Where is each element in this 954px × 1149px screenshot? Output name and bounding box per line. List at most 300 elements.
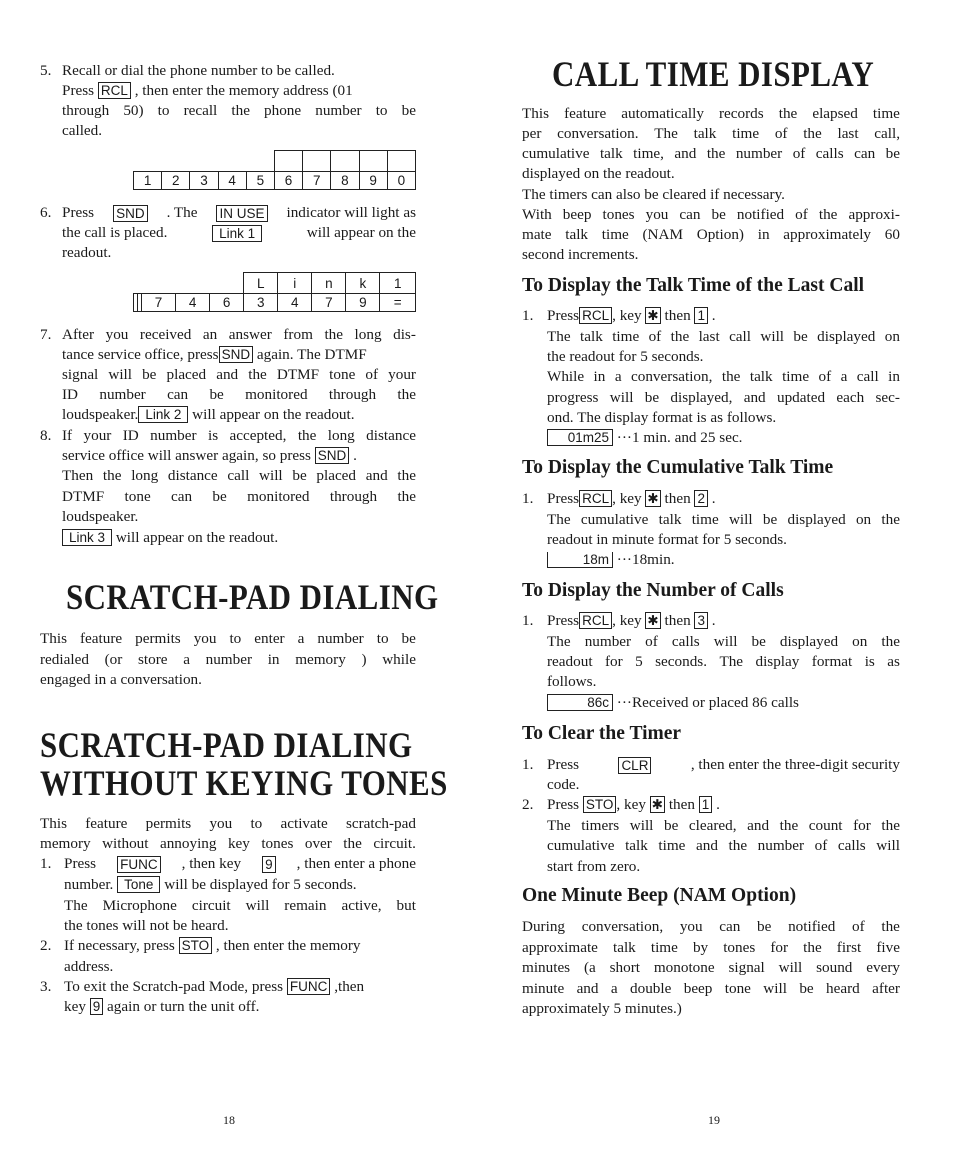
clr-key: CLR	[618, 757, 651, 774]
section-heading: To Display the Talk Time of the Last Call	[522, 275, 865, 296]
word: will	[713, 633, 738, 650]
word: Option)	[696, 226, 744, 243]
word: and	[674, 145, 697, 162]
word: (or	[104, 651, 123, 668]
justified-line	[522, 938, 900, 958]
word: Then	[62, 467, 94, 484]
justified-line	[547, 510, 900, 530]
word: to	[375, 102, 388, 119]
step-text	[62, 81, 353, 101]
word: call	[729, 328, 751, 345]
word: seconds.	[655, 653, 708, 670]
word: feature	[564, 105, 607, 122]
word: activate	[280, 815, 328, 832]
justified-line	[64, 896, 416, 916]
display-digit: 1	[134, 172, 162, 190]
word: be	[757, 918, 772, 935]
word: signal	[62, 366, 99, 383]
word: cumulative	[522, 145, 590, 162]
display-digit: 4	[176, 294, 210, 312]
word: of	[818, 368, 832, 385]
step-text	[547, 611, 716, 631]
display-blank	[134, 151, 275, 172]
step-text	[64, 875, 357, 895]
star-key: ✱	[647, 308, 659, 323]
step-number: 8.	[40, 427, 52, 444]
step-number: 1.	[522, 490, 534, 507]
text: If necessary, press	[64, 937, 175, 954]
word: time	[691, 511, 719, 528]
word: talk	[693, 125, 717, 142]
display-char: k	[346, 273, 380, 294]
word: calls	[671, 633, 700, 650]
word: time	[872, 105, 900, 122]
text: , key	[616, 796, 646, 813]
word: be	[209, 386, 224, 403]
word: tones	[602, 206, 635, 223]
word: tones	[723, 939, 756, 956]
display-digit: 6	[274, 172, 302, 190]
text: again or turn the unit off.	[107, 998, 260, 1015]
word: in	[757, 226, 770, 243]
word: can	[679, 206, 701, 223]
word: updated	[776, 389, 826, 406]
justified-line	[40, 650, 416, 670]
step-text: loudspeaker.	[62, 508, 139, 525]
word: cumulative	[547, 837, 615, 854]
word: elapsed	[812, 105, 858, 122]
word: (NAM	[642, 226, 683, 243]
rcl-key: RCL	[98, 82, 131, 99]
word: DTMF	[276, 366, 320, 383]
display-char: L	[244, 273, 278, 294]
display-digit: =	[380, 294, 416, 312]
word: the	[778, 105, 798, 122]
word: on	[855, 511, 872, 528]
justified-line	[522, 225, 900, 245]
word: each	[836, 389, 865, 406]
word: be	[401, 102, 416, 119]
step-text	[64, 854, 416, 874]
word: can	[167, 386, 189, 403]
step-text: readout.	[62, 244, 112, 261]
text: will appear on the readout.	[115, 529, 279, 546]
text: then	[664, 612, 691, 629]
word: number	[584, 633, 632, 650]
step-text	[547, 755, 900, 775]
word: will	[876, 837, 900, 854]
text: , then enter the memory	[215, 937, 361, 954]
snd-key: SND	[113, 205, 148, 222]
word: This	[40, 815, 68, 832]
justified-line	[547, 367, 900, 387]
word: an	[202, 326, 218, 343]
word: circuit	[191, 897, 231, 914]
display-row	[134, 172, 416, 190]
word: the	[706, 145, 726, 162]
word: the	[324, 326, 343, 343]
step-text: ond. The display format is as follows.	[547, 409, 777, 426]
word: short	[609, 959, 640, 976]
word: a	[840, 368, 848, 385]
word: permits	[135, 630, 181, 647]
display-digit: 7	[303, 172, 331, 190]
word: monitored	[247, 488, 310, 505]
display-digit: 3	[244, 294, 278, 312]
word: tone	[724, 980, 751, 997]
snd-key: SND	[219, 346, 254, 363]
text: key	[64, 998, 86, 1015]
word: approximate	[522, 939, 598, 956]
word: display	[755, 653, 800, 670]
word: can	[171, 488, 193, 505]
text: Press	[547, 796, 580, 813]
display-digit: 8	[331, 172, 359, 190]
word: time,	[633, 145, 664, 162]
text: ,then	[334, 978, 365, 995]
func-key: FUNC	[117, 856, 161, 873]
key-3: 3	[694, 612, 708, 629]
word: talk	[580, 328, 603, 345]
step-number: 1.	[40, 855, 52, 872]
word: automatically	[621, 105, 704, 122]
word: number	[315, 102, 362, 119]
sto-key: STO	[583, 796, 617, 813]
word: conversation,	[631, 368, 713, 385]
section-heading: To Display the Number of Calls	[522, 580, 784, 601]
step-number: 7.	[40, 326, 52, 343]
display-cell	[387, 151, 415, 172]
text: number.	[64, 876, 114, 893]
section-title: WITHOUT KEYING TONES	[40, 763, 448, 803]
word: for	[853, 817, 871, 834]
word: minutes	[522, 959, 571, 976]
text: Press	[547, 612, 580, 629]
word: will	[108, 366, 132, 383]
word: displayed	[779, 633, 839, 650]
word: number	[150, 427, 197, 444]
step-text: follows.	[547, 673, 597, 690]
word: and	[696, 837, 718, 854]
word: you	[193, 630, 217, 647]
justified-line	[522, 104, 900, 124]
word: be	[663, 817, 679, 834]
word: in	[593, 368, 606, 385]
word: tone	[329, 366, 356, 383]
word: will	[760, 328, 785, 345]
justified-line	[547, 388, 900, 408]
word: while	[382, 651, 416, 668]
step-text: address.	[64, 958, 114, 975]
step-text	[62, 528, 278, 548]
word: the	[721, 368, 741, 385]
section-heading: To Display the Cumulative Talk Time	[522, 457, 834, 478]
word: calls	[815, 145, 844, 162]
display-digit: 9	[359, 172, 387, 190]
word: five	[876, 939, 900, 956]
word: and	[743, 389, 766, 406]
justified-line	[62, 101, 416, 121]
word: beep	[683, 980, 713, 997]
word: call	[856, 368, 879, 385]
word: talk	[658, 511, 682, 528]
text: Press	[62, 204, 95, 221]
display-char: 1	[380, 273, 416, 294]
word: and	[576, 980, 599, 997]
word: the	[343, 835, 362, 852]
display-digit: 7	[312, 294, 346, 312]
word: accepted,	[229, 427, 287, 444]
text: .	[353, 447, 357, 464]
word: long	[131, 467, 159, 484]
text: ···Received or placed 86 calls	[616, 694, 799, 711]
link-2-display: Link 2	[138, 406, 188, 423]
word: be	[644, 389, 660, 406]
text: Press	[547, 756, 580, 773]
text: will appear on the readout.	[192, 406, 355, 423]
word: dis-	[393, 326, 416, 343]
word: ID	[122, 427, 139, 444]
word: time	[601, 226, 629, 243]
display-cell	[359, 151, 387, 172]
word: to	[229, 630, 242, 647]
word: monitored	[245, 386, 308, 403]
display-row	[134, 273, 416, 294]
text: , then key	[181, 855, 242, 872]
word: calls	[837, 837, 866, 854]
text: Press	[547, 307, 580, 324]
section-title: SCRATCH-PAD DIALING	[66, 577, 439, 617]
word: time	[658, 837, 686, 854]
word: displayed	[787, 511, 846, 528]
step-number: 3.	[40, 978, 52, 995]
text: again. The DTMF	[256, 346, 367, 363]
word: During	[522, 918, 566, 935]
word: With	[522, 206, 552, 223]
key-1: 1	[699, 796, 713, 813]
step-text: the readout for 5 seconds.	[547, 348, 704, 365]
word: While	[547, 368, 585, 385]
word: on	[884, 328, 900, 345]
word: minute	[522, 980, 565, 997]
justified-line	[522, 144, 900, 164]
word: the	[297, 427, 317, 444]
display-cell	[274, 151, 302, 172]
word: records	[718, 105, 764, 122]
word: to	[157, 102, 170, 119]
step-number: 1.	[522, 612, 534, 629]
display-digit: 9	[346, 294, 380, 312]
body-text: second increments.	[522, 246, 639, 263]
word: tones	[261, 835, 294, 852]
step-text	[547, 306, 716, 326]
word: approxi-	[848, 206, 900, 223]
display-char: n	[312, 273, 346, 294]
word: to	[250, 815, 263, 832]
justified-line	[62, 487, 416, 507]
body-text: engaged in a conversation.	[40, 671, 202, 688]
step-text	[547, 795, 720, 815]
word: a	[610, 980, 618, 997]
word: phone	[264, 102, 302, 119]
step-text: Recall or dial the phone number to be called.	[62, 62, 335, 79]
word: 60	[884, 226, 900, 243]
display-digit: 6	[210, 294, 244, 312]
word: long	[327, 427, 355, 444]
word: of	[795, 206, 808, 223]
text: To exit the Scratch-pad Mode, press	[64, 978, 284, 995]
text: will be displayed for 5 seconds.	[164, 876, 357, 893]
display-digit: 0	[387, 172, 415, 190]
text: , key	[612, 490, 642, 507]
word: the	[397, 488, 416, 505]
word: timers	[581, 817, 620, 834]
display-char: i	[278, 273, 312, 294]
text: Press	[547, 490, 580, 507]
star-key: ✱	[651, 797, 664, 812]
justified-line	[62, 385, 416, 405]
justified-line	[522, 979, 900, 999]
page-right	[522, 0, 904, 1149]
readout-display: 18m	[547, 552, 613, 568]
word: and	[365, 467, 388, 484]
word: long	[354, 326, 382, 343]
word: by	[692, 939, 709, 956]
readout-display-1	[133, 150, 416, 190]
page-left	[40, 0, 448, 1149]
word: be	[751, 633, 766, 650]
word: you	[645, 206, 669, 223]
word: of	[852, 918, 865, 935]
word: will	[609, 389, 634, 406]
word: received	[139, 326, 192, 343]
word: you	[209, 815, 233, 832]
link-1-display: Link 1	[212, 225, 262, 242]
word: over	[304, 835, 332, 852]
display-row	[134, 294, 416, 312]
word: every	[866, 959, 900, 976]
word: placed	[166, 366, 207, 383]
word: of	[648, 328, 662, 345]
word: your	[388, 366, 416, 383]
word: your	[83, 427, 112, 444]
word: a	[614, 368, 622, 385]
word: circuit.	[373, 835, 416, 852]
word: number	[735, 145, 783, 162]
justified-line	[522, 124, 900, 144]
step-text	[547, 489, 716, 509]
page-number: 19	[708, 1113, 720, 1127]
section-heading: To Clear the Timer	[522, 723, 682, 744]
word: be	[762, 511, 778, 528]
word: format	[811, 653, 853, 670]
display-cell	[331, 151, 359, 172]
word: the	[397, 467, 416, 484]
key-9: 9	[90, 998, 104, 1015]
word: talk	[565, 226, 589, 243]
word: and	[747, 817, 770, 834]
step-number: 2.	[522, 796, 534, 813]
word: memory	[295, 651, 346, 668]
word: time	[612, 328, 640, 345]
word: on	[852, 633, 868, 650]
text: ···1 min. and 25 sec.	[616, 429, 743, 446]
display-digit: 3	[190, 172, 218, 190]
justified-line	[522, 205, 900, 225]
word: tone	[124, 488, 151, 505]
display-digit: 4	[218, 172, 246, 190]
word: call	[227, 467, 250, 484]
step-text: readout in minute format for 5 seconds.	[547, 531, 787, 548]
body-text: displayed on the readout.	[522, 165, 675, 182]
word: the	[881, 633, 900, 650]
word: If	[62, 427, 73, 444]
body-text: approximately 5 minutes.)	[522, 1000, 682, 1017]
word: through	[62, 102, 110, 119]
word: the	[248, 366, 267, 383]
step-text: the tones will not be heard.	[64, 917, 229, 934]
word: time	[650, 939, 678, 956]
word: monotone	[653, 959, 715, 976]
section-title: SCRATCH-PAD DIALING	[40, 725, 413, 765]
word: ID	[62, 386, 79, 403]
justified-line	[547, 836, 900, 856]
rcl-key: RCL	[579, 490, 612, 507]
word: will	[728, 511, 753, 528]
word: distance	[366, 427, 416, 444]
word: conversation,	[581, 918, 664, 935]
word: signal	[728, 959, 765, 976]
word: for	[604, 653, 623, 670]
word: can	[854, 145, 876, 162]
page-title: CALL TIME DISPLAY	[552, 54, 875, 94]
text: , then enter a phone	[296, 855, 416, 872]
word: key	[227, 835, 250, 852]
step-text	[62, 345, 367, 365]
justified-line	[547, 652, 900, 672]
body-text: The timers can also be cleared if necessary.	[522, 186, 785, 203]
word: without	[102, 835, 149, 852]
word: cleared,	[688, 817, 737, 834]
justified-line	[62, 426, 416, 446]
word: number	[205, 651, 253, 668]
step-text: code.	[547, 776, 580, 793]
word: the	[728, 837, 748, 854]
word: displayed,	[670, 389, 733, 406]
word: the	[803, 125, 822, 142]
text: .	[711, 490, 716, 507]
word: This	[40, 630, 68, 647]
step-text	[64, 997, 259, 1017]
readout-display: 01m25	[547, 429, 613, 446]
word: be	[212, 488, 227, 505]
word: can	[719, 918, 741, 935]
word: cumulative	[580, 511, 649, 528]
step-text	[547, 550, 675, 570]
step-text	[64, 977, 364, 997]
word: the	[670, 328, 690, 345]
text: indicator will light as	[286, 204, 416, 221]
step-text: start from zero.	[547, 858, 641, 875]
rcl-key: RCL	[579, 612, 612, 629]
justified-line	[62, 365, 416, 385]
word: memory	[40, 835, 91, 852]
text: , key	[612, 612, 642, 629]
word: first	[836, 939, 862, 956]
word: time	[732, 125, 760, 142]
word: you	[105, 326, 129, 343]
word: The	[64, 897, 88, 914]
